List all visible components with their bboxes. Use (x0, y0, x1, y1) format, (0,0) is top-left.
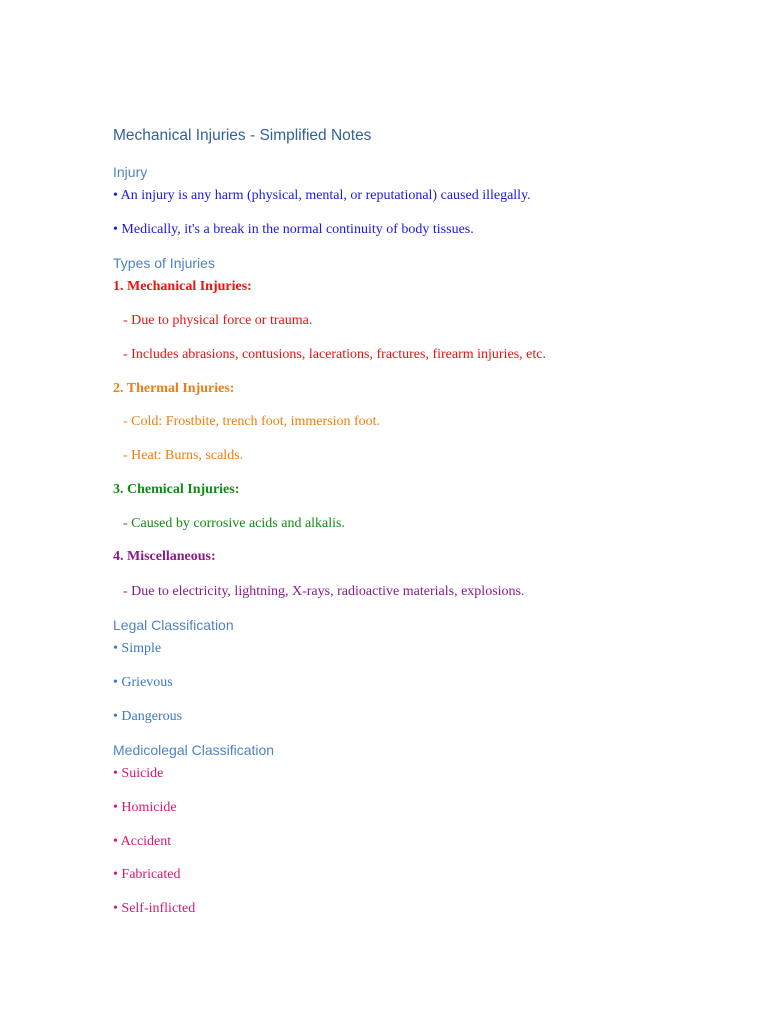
miscellaneous-title: 4. Miscellaneous: (113, 549, 216, 564)
medicolegal-item: • Homicide (113, 800, 177, 815)
thermal-item: - Cold: Frostbite, trench foot, immersion foot. (123, 414, 381, 429)
heading-medicolegal-classification: Medicolegal Classification (113, 742, 275, 758)
thermal-injuries-title: 2. Thermal Injuries: (113, 381, 235, 396)
heading-legal-classification: Legal Classification (113, 617, 234, 633)
mechanical-injuries-title: 1. Mechanical Injuries: (113, 279, 252, 294)
chemical-item: - Caused by corrosive acids and alkalis. (123, 516, 345, 531)
medicolegal-item: • Accident (113, 834, 172, 849)
medicolegal-item: • Fabricated (113, 867, 181, 882)
legal-item: • Dangerous (113, 709, 183, 724)
thermal-item: - Heat: Burns, scalds. (123, 448, 244, 463)
heading-injury: Injury (113, 164, 148, 180)
mechanical-item: - Includes abrasions, contusions, lacerations, fractures, firearm injuries, etc. (123, 347, 546, 362)
heading-types-of-injuries: Types of Injuries (113, 255, 215, 271)
chemical-injuries-title: 3. Chemical Injuries: (113, 482, 240, 497)
injury-medical-definition-line: • Medically, it's a break in the normal continuity of body tissues. (113, 222, 474, 237)
document-title: Mechanical Injuries - Simplified Notes (113, 127, 372, 144)
legal-item: • Simple (113, 641, 162, 656)
legal-item: • Grievous (113, 675, 173, 690)
miscellaneous-item: - Due to electricity, lightning, X-rays, radioactive materials, explosions. (123, 584, 525, 599)
medicolegal-item: • Suicide (113, 766, 164, 781)
injury-definition-line: • An injury is any harm (physical, mental, or reputational) caused illegally. (113, 188, 531, 203)
mechanical-item: - Due to physical force or trauma. (123, 313, 313, 328)
medicolegal-item: • Self-inflicted (113, 901, 196, 916)
